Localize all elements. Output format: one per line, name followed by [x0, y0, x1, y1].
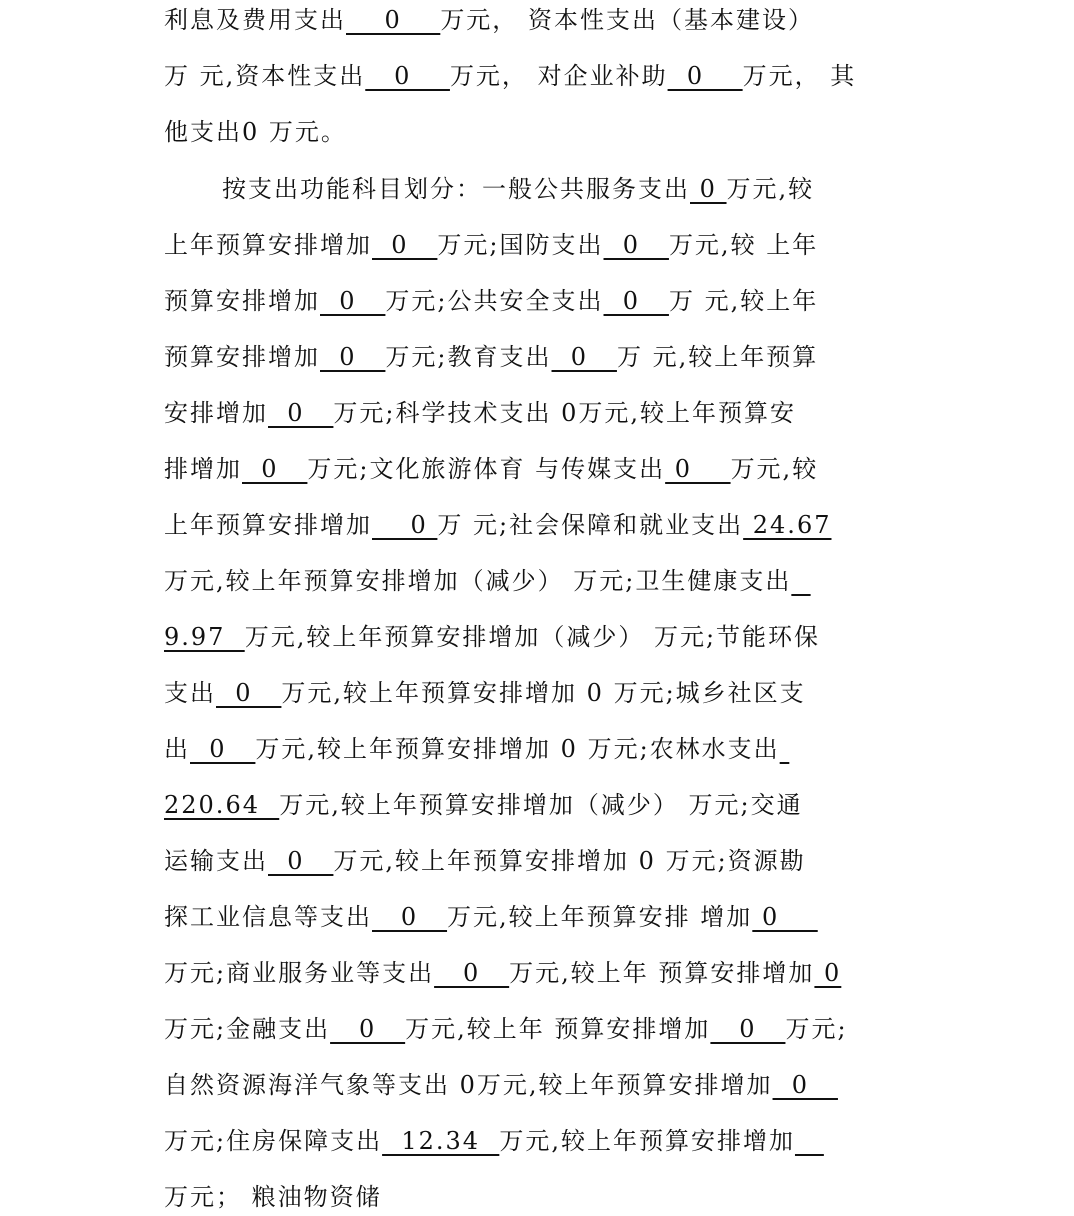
text-line: [164, 1012, 848, 1046]
underlined-value: 0: [665, 455, 731, 483]
underlined-value: 0: [268, 847, 334, 875]
text-line: [164, 508, 831, 542]
underlined-value: 0: [603, 231, 669, 259]
text-segment: 上年预算安排增加: [164, 511, 372, 539]
text-segment: 万元,较: [730, 455, 819, 483]
underlined-value: 0: [372, 903, 448, 931]
underlined-value: 0: [346, 6, 441, 34]
text-segment: 预算安排增加: [164, 343, 320, 371]
underlined-value: 0: [814, 959, 842, 987]
underlined-value: 0: [667, 62, 743, 90]
underlined-value: 0: [772, 1071, 838, 1099]
text-line: [164, 844, 806, 878]
underlined-value: 0: [603, 287, 669, 315]
underlined-value: 12.34: [382, 1127, 500, 1155]
underlined-value: 0: [268, 399, 334, 427]
text-segment: 万元,较: [726, 175, 815, 203]
text-segment: 万元,较上年预算安排 增加: [447, 903, 753, 931]
text-line: [164, 1180, 382, 1214]
text-line: [164, 900, 818, 934]
text-line: [164, 228, 818, 262]
underlined-value: 0: [551, 343, 617, 371]
underlined-value: 0: [372, 511, 438, 539]
text-segment: 万元;公共安全支出: [385, 287, 604, 315]
text-segment: 万元;科学技术支出 0万元,较上年预算安: [333, 399, 797, 427]
underlined-value: [791, 567, 810, 595]
text-segment: 预算安排增加: [164, 287, 320, 315]
text-segment: 万元， 对企业补助: [449, 62, 668, 90]
text-segment: 上年预算安排增加: [164, 231, 372, 259]
text-segment: 万 元,较上年预算: [616, 343, 819, 371]
text-segment: 万元， 其: [742, 62, 857, 90]
underlined-value: 220.64: [164, 791, 280, 819]
underlined-value: 0: [320, 343, 386, 371]
text-line: [164, 3, 814, 37]
text-segment: 万元,较上年预算安排增加（减少） 万元;卫生健康支出: [164, 567, 792, 595]
text-segment: 万元;教育支出: [385, 343, 552, 371]
underlined-value: 0: [190, 735, 256, 763]
text-segment: 万元， 资本性支出（基本建设）: [440, 6, 814, 34]
underlined-value: 0: [242, 455, 308, 483]
underlined-value: [780, 735, 790, 763]
text-segment: 万 元,资本性支出: [164, 62, 366, 90]
underlined-value: 0: [710, 1015, 786, 1043]
text-line: [164, 1124, 824, 1158]
text-segment: 万元,较上年 预算安排增加: [509, 959, 815, 987]
text-segment: 万元,较上年预算安排增加 0 万元;资源勘: [333, 847, 806, 875]
text-line: [164, 956, 841, 990]
text-line: [164, 396, 796, 430]
text-segment: 万元,较上年预算安排增加（减少） 万元;节能环保: [244, 623, 821, 651]
text-segment: 自然资源海洋气象等支出 0万元,较上年预算安排增加: [164, 1071, 773, 1099]
underlined-value: 24.67: [743, 511, 832, 539]
underlined-value: 9.97: [164, 623, 245, 651]
text-line: [164, 676, 806, 710]
text-line: [164, 732, 789, 766]
text-segment: 万元;文化旅游体育 与传媒支出: [307, 455, 666, 483]
text-line: [164, 788, 803, 822]
underlined-value: 0: [690, 175, 727, 203]
text-segment: 支出: [164, 679, 216, 707]
underlined-value: 0: [216, 679, 282, 707]
text-segment: 万元;商业服务业等支出: [164, 959, 435, 987]
text-segment: 万元;: [785, 1015, 848, 1043]
text-segment: 万元,较上年预算安排增加 0 万元;城乡社区支: [281, 679, 806, 707]
underlined-value: 0: [752, 903, 818, 931]
text-segment: 万元;住房保障支出: [164, 1127, 383, 1155]
text-segment: 探工业信息等支出: [164, 903, 372, 931]
text-segment: 万元,较 上年: [668, 231, 819, 259]
text-segment: 万 元,较上年: [668, 287, 819, 315]
text-line: [164, 115, 347, 149]
underlined-value: 0: [330, 1015, 406, 1043]
text-line: [164, 564, 811, 598]
text-segment: 按支出功能科目划分：一般公共服务支出: [222, 175, 690, 203]
text-line: [164, 340, 818, 374]
text-line: [164, 1068, 838, 1102]
text-segment: 安排增加: [164, 399, 268, 427]
text-segment: 他支出0 万元。: [164, 118, 347, 146]
text-segment: 万元;国防支出: [437, 231, 604, 259]
text-segment: 运输支出: [164, 847, 268, 875]
underlined-value: 0: [320, 287, 386, 315]
text-line: [164, 284, 818, 318]
text-line: [164, 452, 818, 486]
text-segment: 万元； 粮油物资储: [164, 1183, 382, 1211]
text-segment: 排增加: [164, 455, 242, 483]
text-segment: 万元;金融支出: [164, 1015, 331, 1043]
text-line: [164, 620, 820, 654]
text-segment: 万元,较上年预算安排增加: [499, 1127, 795, 1155]
text-segment: 万 元;社会保障和就业支出: [437, 511, 744, 539]
text-segment: 万元,较上年预算安排增加 0 万元;农林水支出: [255, 735, 780, 763]
underlined-value: 0: [372, 231, 438, 259]
text-segment: 利息及费用支出: [164, 6, 346, 34]
paragraph-start-line: [222, 172, 814, 206]
underlined-value: [795, 1127, 824, 1155]
text-segment: 出: [164, 735, 190, 763]
underlined-value: 0: [434, 959, 510, 987]
text-line: [164, 59, 856, 93]
text-segment: 万元,较上年预算安排增加（减少） 万元;交通: [279, 791, 803, 819]
underlined-value: 0: [365, 62, 450, 90]
text-segment: 万元,较上年 预算安排增加: [405, 1015, 711, 1043]
